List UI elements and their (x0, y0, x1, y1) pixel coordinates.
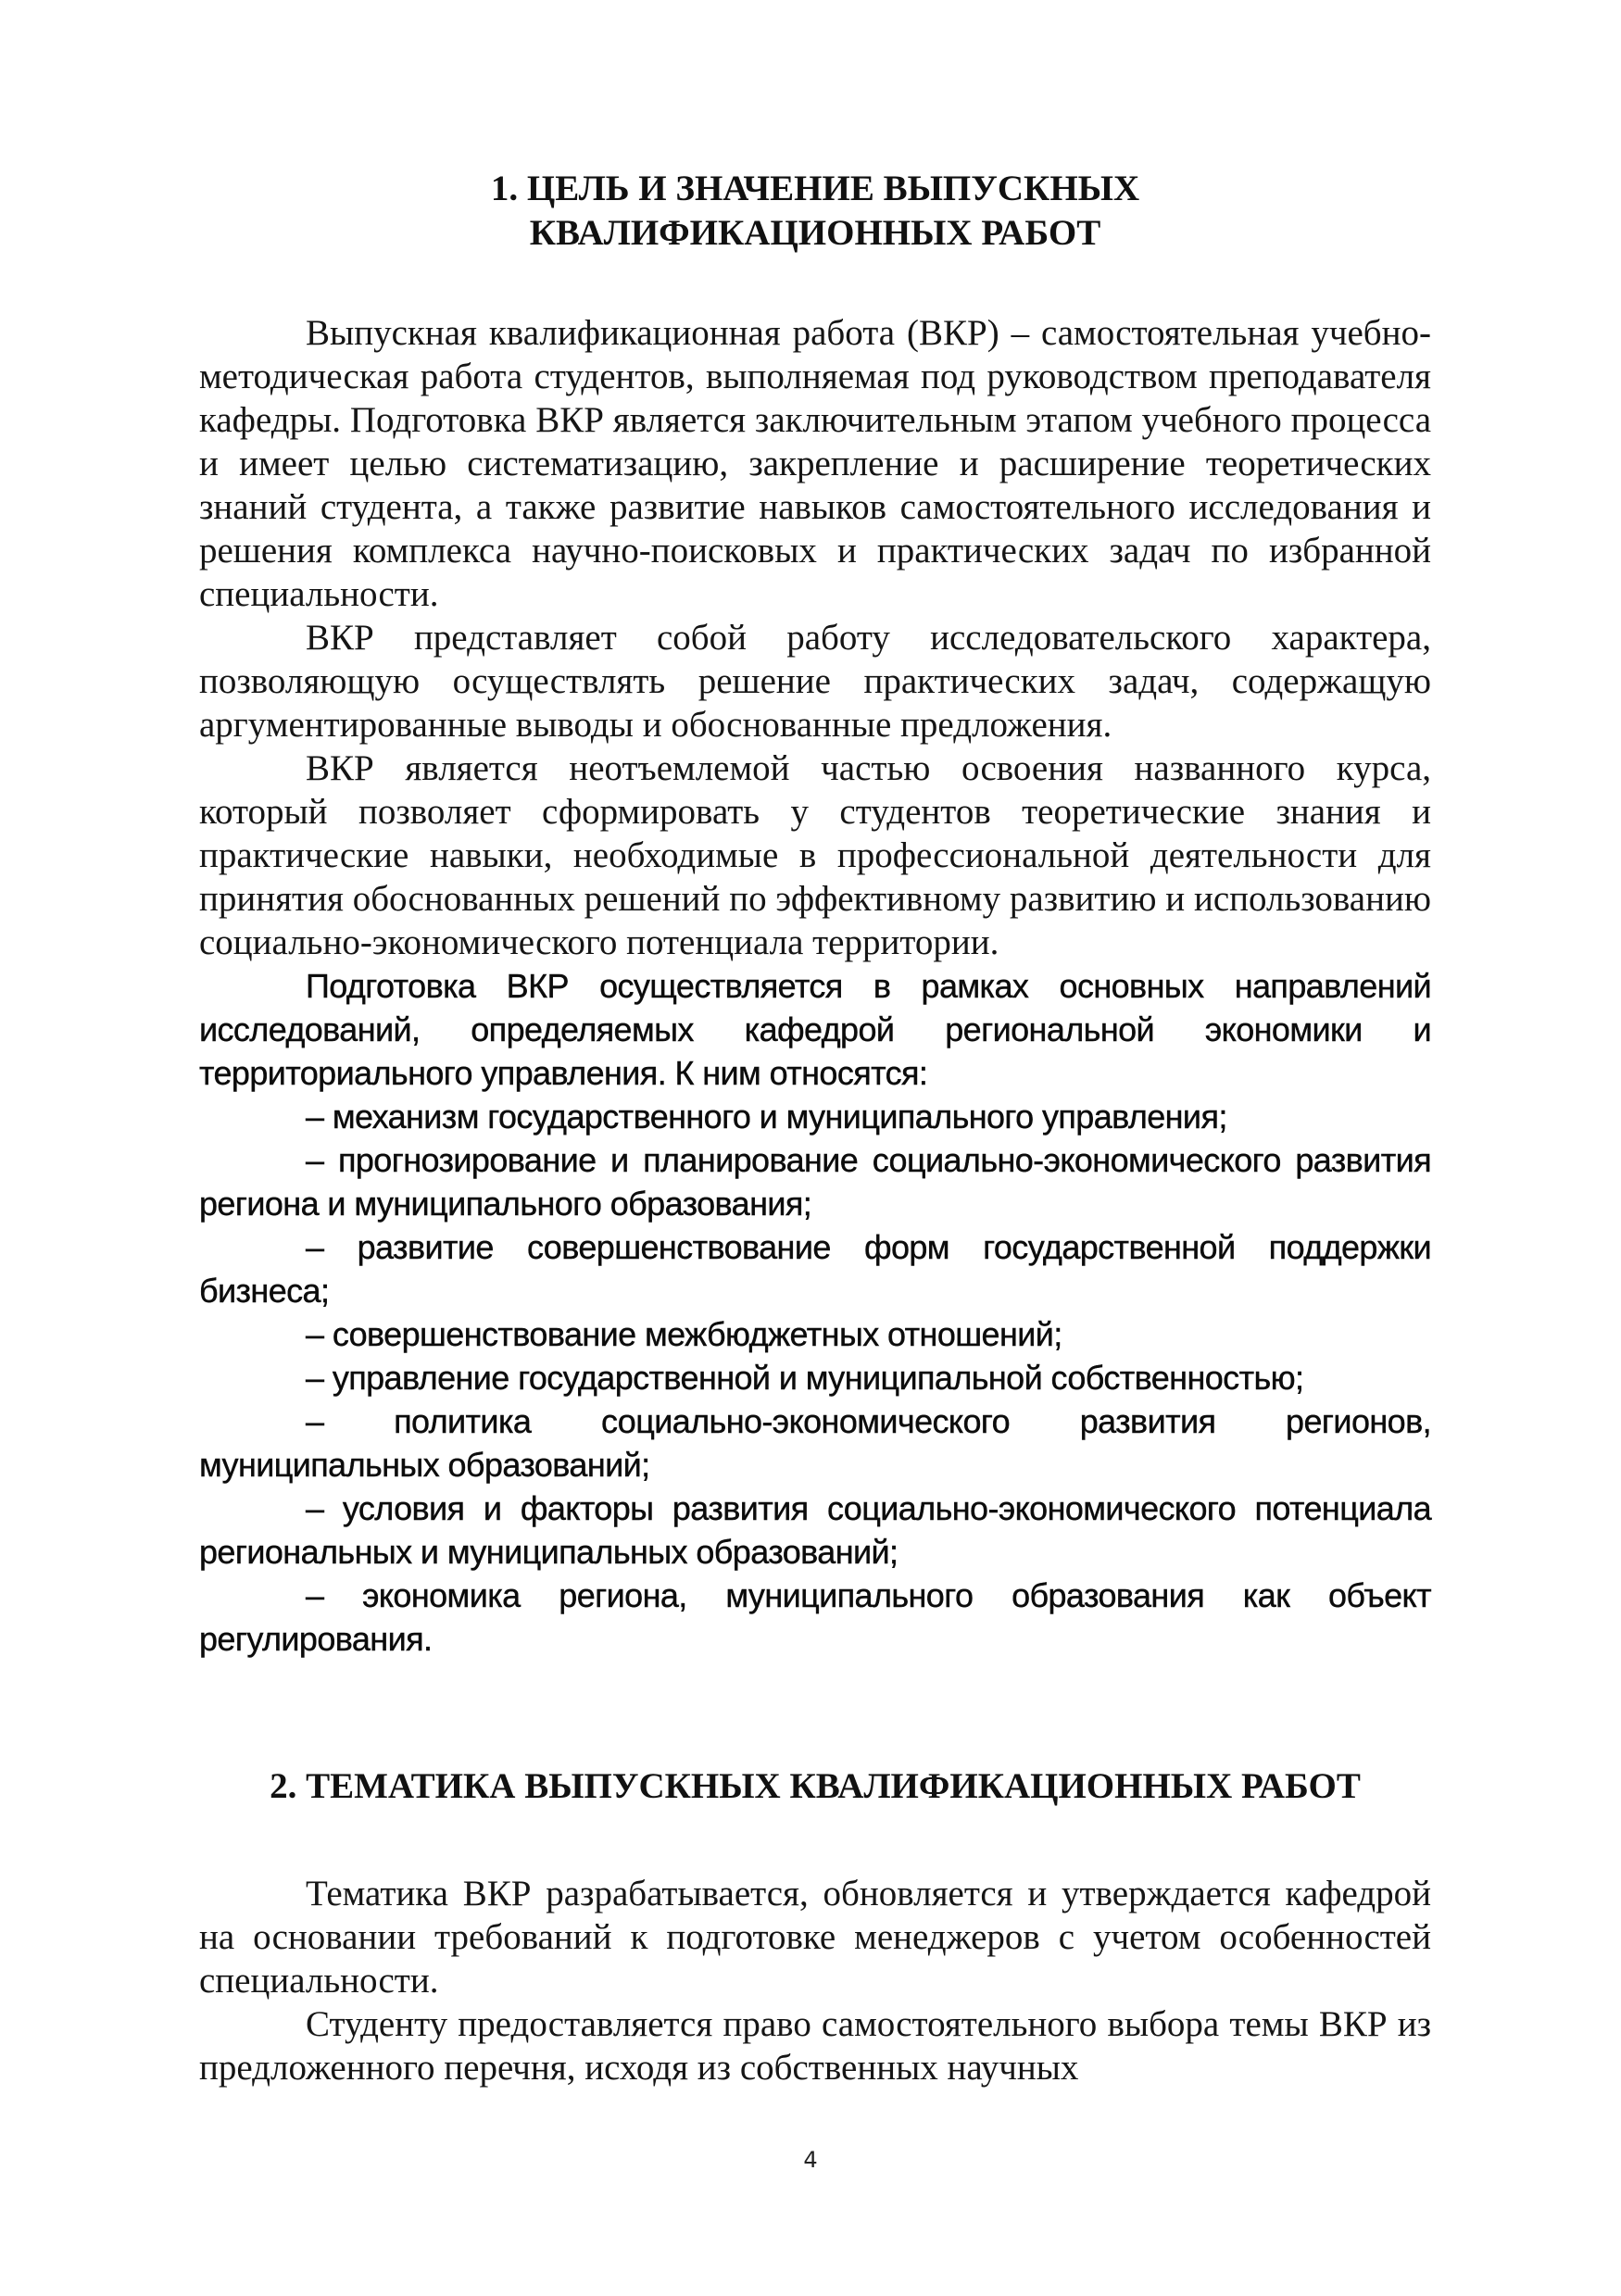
paragraph-vkr-course: ВКР является неотъемлемой частью освоения названного курса, который позволяет сформировать у студентов теоретические знания и практические навыки, необходимые в профессиональной деятельности для принятия обоснованных решений по эффективному развитию и использованию социально-экономического потенциала территории. (199, 748, 1431, 962)
section-2-heading: 2. ТЕМАТИКА ВЫПУСКНЫХ КВАЛИФИКАЦИОННЫХ РАБОТ (270, 1766, 1361, 1806)
direction-item: – политика социально-экономического развития регионов, муниципальных образований; (199, 1402, 1431, 1484)
direction-item: – совершенствование межбюджетных отношений; (306, 1315, 1062, 1353)
section-1-heading-line-2: КВАЛИФИКАЦИОННЫХ РАБОТ (529, 213, 1101, 253)
direction-item: – экономика региона, муниципального образования как объект регулирования. (199, 1576, 1431, 1658)
direction-item: – развитие совершенствование форм государственной поддержки бизнеса; (199, 1228, 1431, 1310)
direction-item: – прогнозирование и планирование социально-экономического развития региона и муниципального образования; (199, 1141, 1431, 1223)
section-1-body (199, 311, 1431, 1661)
direction-item: – управление государственной и муниципальной собственностью; (306, 1359, 1304, 1397)
paragraph-vkr-character: ВКР представляет собой работу исследовательского характера, позволяющую осуществлять решение практических задач, содержащую аргументированные выводы и обоснованные предложения. (199, 618, 1431, 745)
section-1-heading (199, 167, 1431, 256)
direction-item: – условия и факторы развития социально-экономического потенциала региональных и муниципальных образований; (199, 1489, 1431, 1571)
page-content (199, 167, 1431, 2089)
direction-item: – механизм государственного и муниципального управления; (306, 1098, 1227, 1135)
paragraph-vkr-definition: Выпускная квалификационная работа (ВКР) – самостоятельная учебно-методическая работа студентов, выполняемая под руководством преподавателя кафедры. Подготовка ВКР является заключительным этапом учебного процесса и имеет целью систематизацию, закрепление и расширение теоретических знаний студента, а также развитие навыков самостоятельного исследования и решения комплекса научно-поисковых и практических задач по избранной специальности. (199, 313, 1431, 614)
page-number: 4 (803, 2147, 818, 2173)
section-1-heading-line-1: 1. ЦЕЛЬ И ЗНАЧЕНИЕ ВЫПУСКНЫХ (490, 169, 1140, 208)
paragraph-topic-choice: Студенту предоставляется право самостоятельного выбора темы ВКР из предложенного перечня, исходя из собственных научных (199, 2004, 1431, 2088)
paragraph-research-directions-intro: Подготовка ВКР осуществляется в рамках основных направлений исследований, определяемых кафедрой региональной экономики и территориального управления. К ним относятся: (199, 967, 1431, 1092)
paragraph-topics-approval: Тематика ВКР разрабатывается, обновляется и утверждается кафедрой на основании требований к подготовке менеджеров с учетом особенностей специальности. (199, 1874, 1431, 2001)
section-2-body (199, 1872, 1431, 2089)
